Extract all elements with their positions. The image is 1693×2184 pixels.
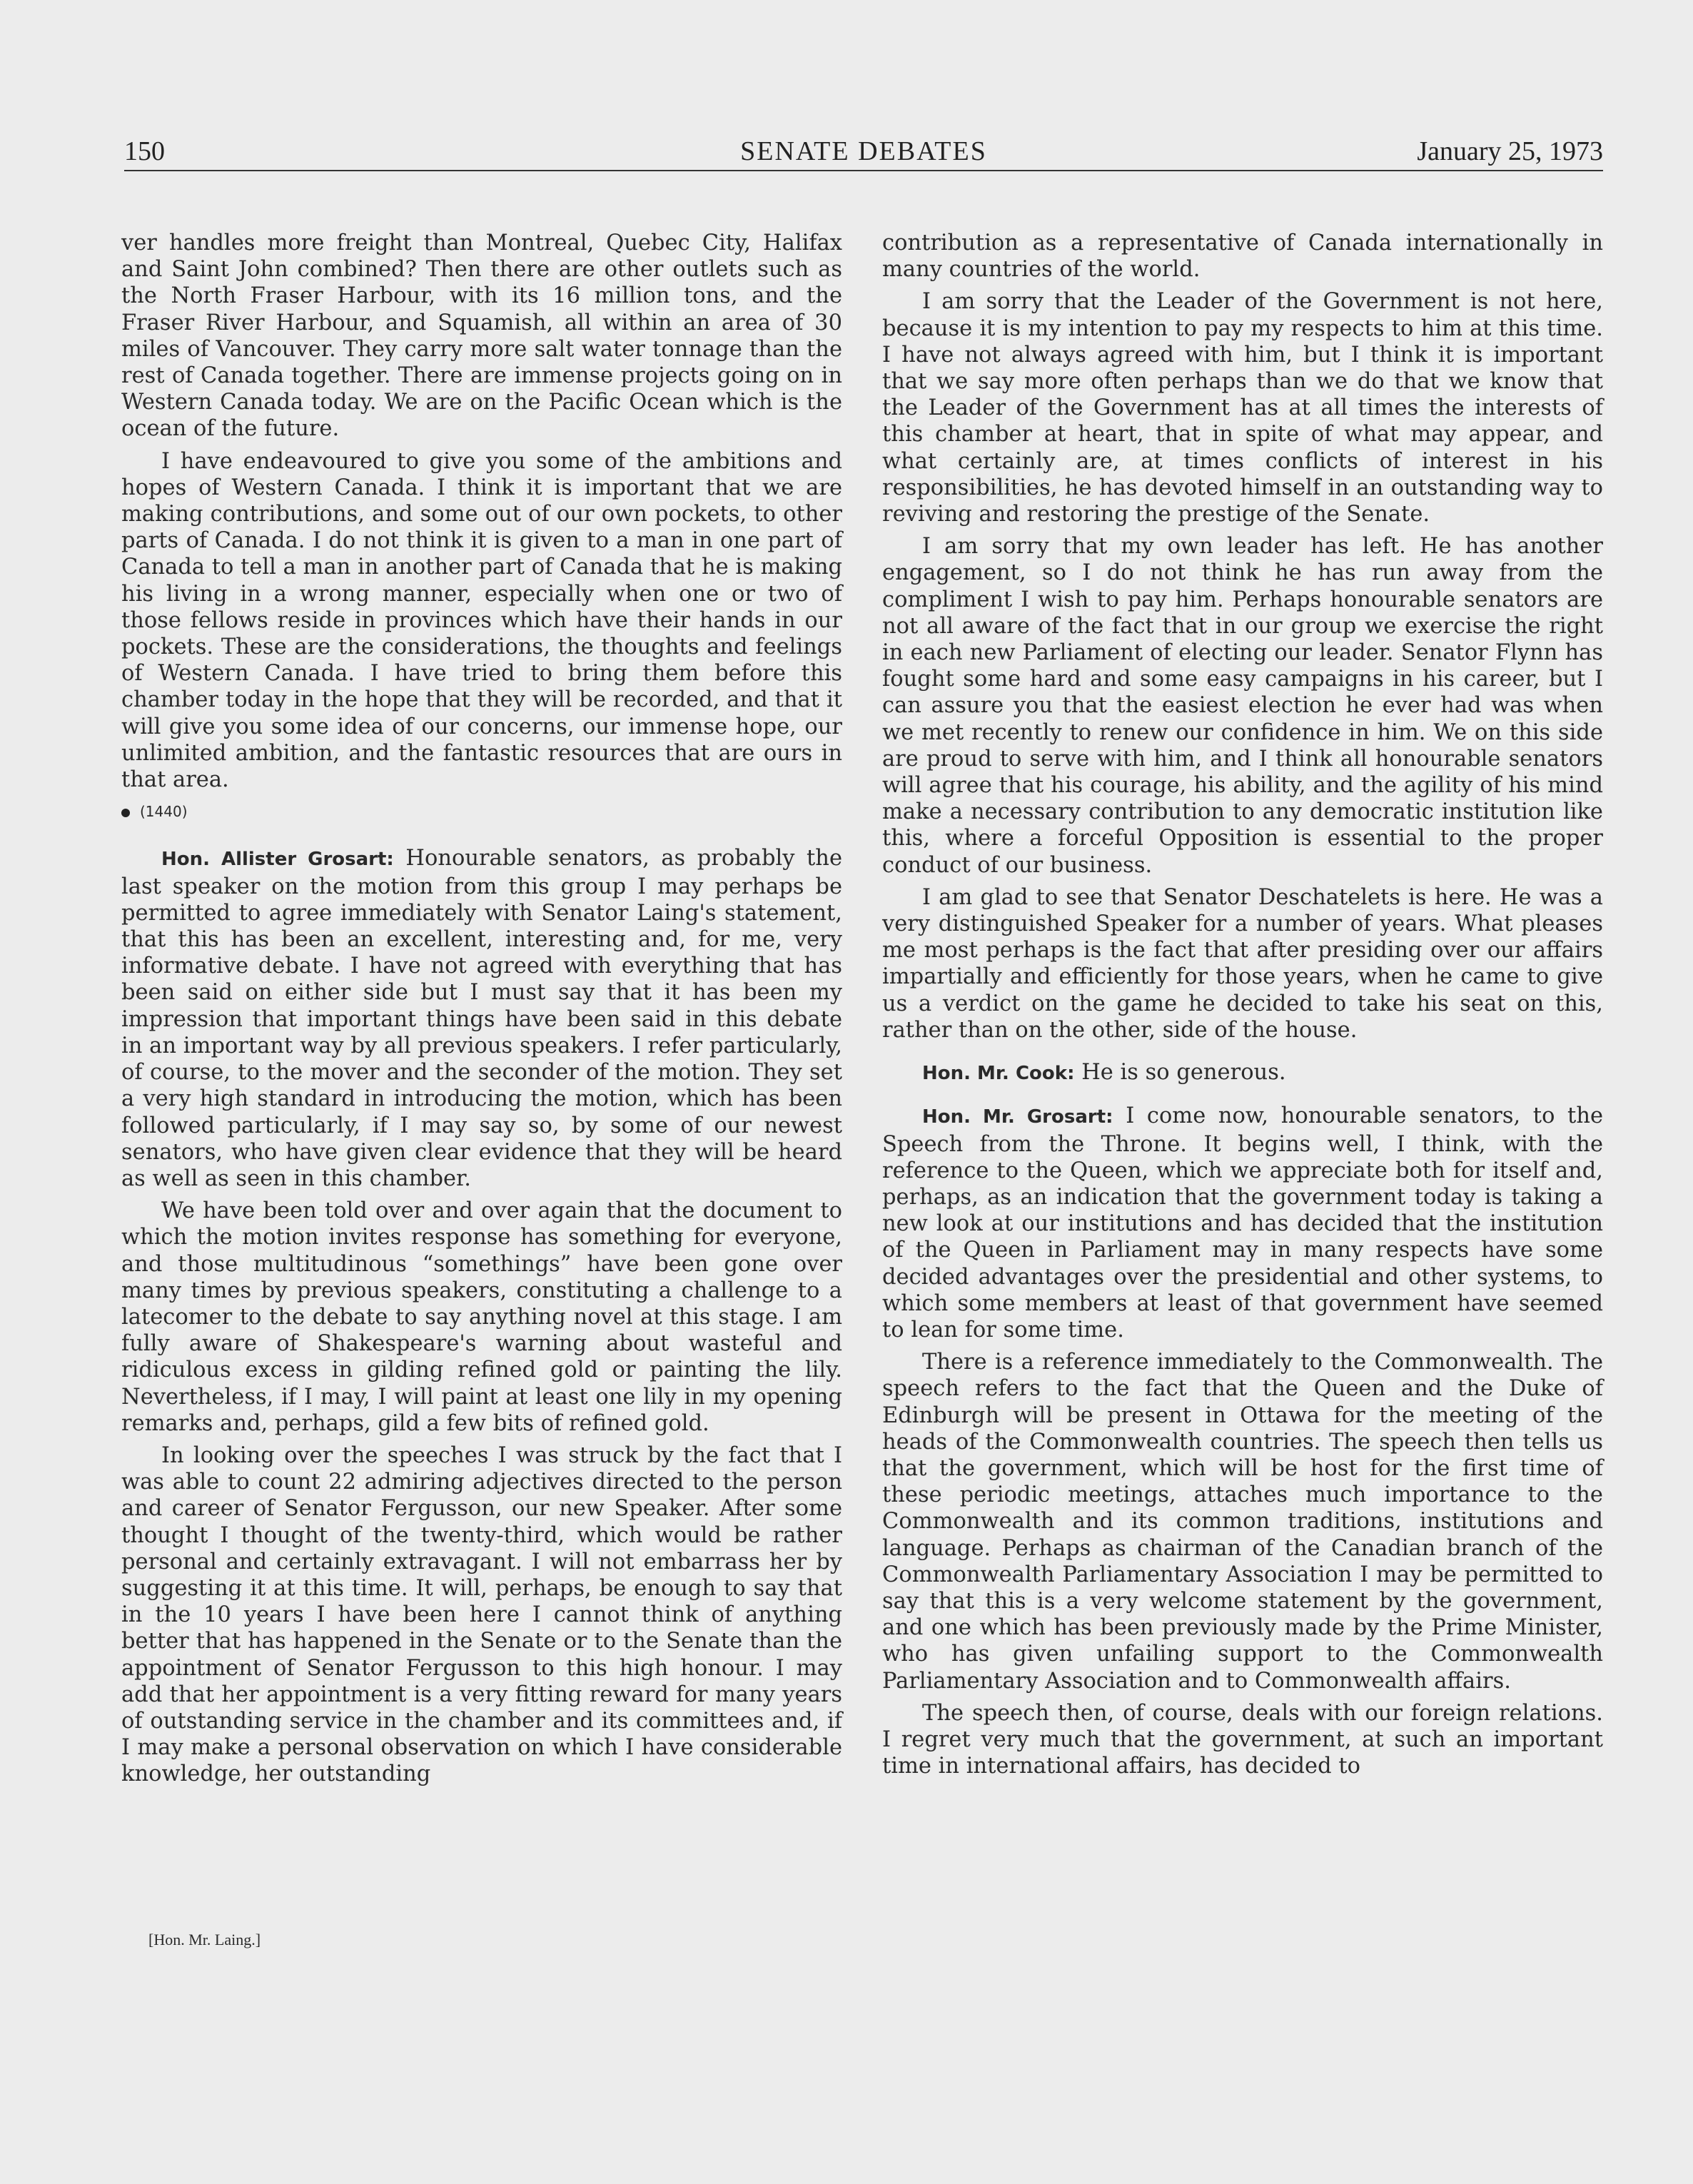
paragraph: I am sorry that my own leader has left. He has another engagement, so I do not think he has run away from the compliment I wish to pay him. Perhaps honourable senators are not all aware of the fact that in our group we exercise the right in each new Parliament of electing our leader. Senator Flynn has fought some hard and some easy campaigns in his career, but I can assure you that the easiest election he ever had was when we met recently to renew our confidence in him. We on this side are proud to serve with him, and I think all honourable senators will agree that his courage, his ability, and the agility of his mind make a necessary contribution to any democratic institution like this, where a forceful Opposition is essential to the proper conduct of our business. [882, 534, 1603, 878]
page-footer-attribution: [Hon. Mr. Laing.] [148, 1931, 261, 1948]
paragraph: There is a reference immediately to the Commonwealth. The speech refers to the fact that the Queen and the Duke of Edinburgh will be present in Ottawa for the meeting of the heads of the Commonwealth countries. The speech then tells us that the government, which will be host for the first time of these periodic meetings, attaches much importance to the Commonwealth and its common traditions, institutions and language. Perhaps as chairman of the Canadian branch of the Commonwealth Parliamentary Association I may be permitted to say that this is a very welcome statement by the government, and one which has been previously made by the Prime Minister, who has given unfailing support to the Commonwealth Parliamentary Association and to Commonwealth affairs. [882, 1350, 1603, 1694]
speech-text: I come now, honourable senators, to the Speech from the Throne. It begins well, I think, with the reference to the Queen, which we appreciate both for itself and, perhaps, as an indication that the government today is taking a new look at our institutions and has decided that the institution of the Queen in Parliament may in many respects have some decided advantages over the presidential and other systems, to which some members at least of that government have seemed to lean for some time. [882, 1103, 1604, 1343]
speech-paragraph [121, 845, 842, 1192]
paragraph: The speech then, of course, deals with our foreign relations. I regret very much that the government, at such an important time in international affairs, has decided to [882, 1700, 1603, 1779]
speech-paragraph [882, 1059, 1603, 1087]
page-number: 150 [124, 136, 165, 166]
paragraph: We have been told over and over again that the document to which the motion invites response has something for everyone, and those multitudinous “somethings” have been gone over many times by previous speakers, constituting a challenge to a latecomer to the debate to say anything novel at this stage. I am fully aware of Shakespeare's warning about wasteful and ridiculous excess in gilding refined gold or painting the lily. Nevertheless, if I may, I will paint at least one lily in my opening remarks and, perhaps, gild a few bits of refined gold. [121, 1198, 842, 1436]
paragraph: ver handles more freight than Montreal, Quebec City, Halifax and Saint John combined? Then there are other outlets such as the North Fraser Harbour, with its 16 million tons, and the Fraser River Harbour, and Squamish, all within an area of 30 miles of Vancouver. They carry more salt water tonnage than the rest of Canada together. There are immense projects going on in Western Canada today. We are on the Pacific Ocean which is the ocean of the future. [121, 231, 842, 442]
time-marker [121, 799, 842, 825]
speaker-name: Hon. Allister Grosart: [161, 849, 394, 871]
publication-title: SENATE DEBATES [740, 136, 987, 166]
speaker-name: Hon. Mr. Cook: [922, 1063, 1075, 1085]
time-marker-label: (1440) [140, 803, 188, 821]
paragraph: I am glad to see that Senator Deschatelets is here. He was a very distinguished Speaker for a number of years. What pleases me most perhaps is the fact that after presiding over our affairs impartially and efficiently for those years, when he came to give us a verdict on the game he decided to take his seat on this, rather than on the other, side of the house. [882, 884, 1603, 1043]
page-header [124, 136, 1603, 171]
left-column [121, 230, 842, 1794]
speech-text: Honourable senators, as probably the last speaker on the motion from this group I may perhaps be permitted to agree immediately with Senator Laing's statement, that this has been an excellent, interesting and, for me, very informative debate. I have not agreed with everything that has been said on either side but I must say that it has been my impression that important things have been said in this debate in an important way by all previous speakers. I refer particularly, of course, to the mover and the seconder of the motion. They set a very high standard in introducing the motion, which has been followed particularly, if I may say so, by some of our newest senators, who have given clear evidence that they will be heard as well as seen in this chamber. [121, 846, 842, 1191]
speech-text: He is so generous. [1081, 1060, 1286, 1086]
paragraph: I am sorry that the Leader of the Government is not here, because it is my intention to pay my respects to him at this time. I have not always agreed with him, but I think it is important that we say more often perhaps than we do that we know that the Leader of the Government has at all times the interests of this chamber at heart, that in spite of what may appear, and what certainly are, at times conflicts of interest in his responsibilities, he has devoted himself in an outstanding way to reviving and restoring the prestige of the Senate. [882, 289, 1603, 527]
paragraph: contribution as a representative of Canada internationally in many countries of the world. [882, 231, 1603, 283]
bullet-icon [121, 809, 130, 817]
paragraph: I have endeavoured to give you some of the ambitions and hopes of Western Canada. I think it is important that we are making contributions, and some out of our own pockets, to other parts of Canada. I do not think it is given to a man in one part of Canada to tell a man in another part of Canada that he is making his living in a wrong manner, especially when one or two of those fellows reside in provinces which have their hands in our pockets. These are the considerations, the thoughts and feelings of Western Canada. I have tried to bring them before this chamber today in the hope that they will be recorded, and that it will give you some idea of our concerns, our immense hope, our unlimited ambition, and the fantastic resources that are ours in that area. [121, 448, 842, 793]
speech-paragraph [882, 1103, 1603, 1343]
right-column [882, 230, 1603, 1785]
paragraph: In looking over the speeches I was struck by the fact that I was able to count 22 admiring adjectives directed to the person and career of Senator Fergusson, our new Speaker. After some thought I thought of the twenty-third, which would be rather personal and certainly extravagant. I will not embarrass her by suggesting it at this time. It will, perhaps, be enough to say that in the 10 years I have been here I cannot think of anything better that has happened in the Senate or to the Senate than the appointment of Senator Fergusson to this high honour. I may add that her appointment is a very fitting reward for many years of outstanding service in the chamber and its committees and, if I may make a personal observation on which I have considerable knowledge, her outstanding [121, 1442, 842, 1787]
publication-date: January 25, 1973 [1417, 136, 1603, 166]
speaker-name: Hon. Mr. Grosart: [922, 1106, 1113, 1128]
